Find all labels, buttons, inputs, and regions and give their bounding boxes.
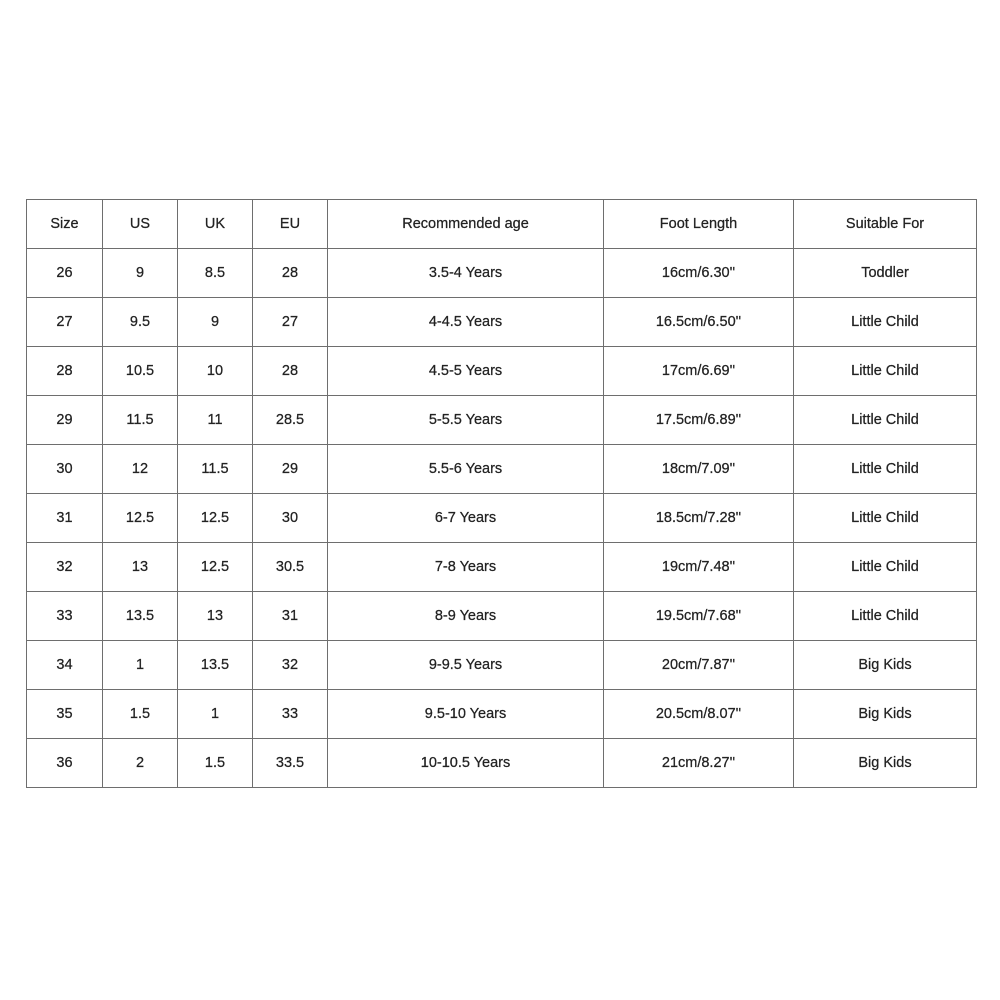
- header-suitable-for: Suitable For: [794, 200, 977, 249]
- cell-us: 2: [103, 739, 178, 788]
- cell-suitable-for: Little Child: [794, 592, 977, 641]
- cell-size: 31: [27, 494, 103, 543]
- cell-foot-length: 17cm/6.69'': [604, 347, 794, 396]
- cell-us: 10.5: [103, 347, 178, 396]
- cell-uk: 8.5: [178, 249, 253, 298]
- cell-suitable-for: Little Child: [794, 347, 977, 396]
- cell-size: 27: [27, 298, 103, 347]
- cell-foot-length: 21cm/8.27'': [604, 739, 794, 788]
- table-row: [27, 641, 977, 690]
- cell-eu: 33.5: [253, 739, 328, 788]
- cell-recommended-age: 6-7 Years: [328, 494, 604, 543]
- cell-size: 34: [27, 641, 103, 690]
- header-eu: EU: [253, 200, 328, 249]
- size-chart-table: [26, 199, 977, 788]
- table-row: [27, 543, 977, 592]
- cell-suitable-for: Little Child: [794, 298, 977, 347]
- cell-recommended-age: 7-8 Years: [328, 543, 604, 592]
- cell-size: 28: [27, 347, 103, 396]
- cell-recommended-age: 9.5-10 Years: [328, 690, 604, 739]
- header-recommended-age: Recommended age: [328, 200, 604, 249]
- cell-uk: 10: [178, 347, 253, 396]
- cell-us: 12.5: [103, 494, 178, 543]
- table-row: [27, 396, 977, 445]
- table-row: [27, 298, 977, 347]
- cell-recommended-age: 10-10.5 Years: [328, 739, 604, 788]
- cell-uk: 12.5: [178, 543, 253, 592]
- cell-recommended-age: 5.5-6 Years: [328, 445, 604, 494]
- cell-eu: 31: [253, 592, 328, 641]
- cell-size: 26: [27, 249, 103, 298]
- cell-us: 11.5: [103, 396, 178, 445]
- cell-eu: 27: [253, 298, 328, 347]
- table-row: [27, 445, 977, 494]
- cell-suitable-for: Big Kids: [794, 641, 977, 690]
- header-row: [27, 200, 977, 249]
- cell-foot-length: 16cm/6.30'': [604, 249, 794, 298]
- cell-suitable-for: Toddler: [794, 249, 977, 298]
- cell-eu: 28: [253, 249, 328, 298]
- cell-us: 13.5: [103, 592, 178, 641]
- cell-size: 30: [27, 445, 103, 494]
- cell-recommended-age: 3.5-4 Years: [328, 249, 604, 298]
- cell-recommended-age: 9-9.5 Years: [328, 641, 604, 690]
- cell-eu: 33: [253, 690, 328, 739]
- cell-suitable-for: Big Kids: [794, 739, 977, 788]
- table-row: [27, 249, 977, 298]
- cell-us: 1: [103, 641, 178, 690]
- header-size: Size: [27, 200, 103, 249]
- cell-uk: 1: [178, 690, 253, 739]
- cell-suitable-for: Big Kids: [794, 690, 977, 739]
- cell-uk: 11: [178, 396, 253, 445]
- cell-us: 9: [103, 249, 178, 298]
- cell-eu: 29: [253, 445, 328, 494]
- table-row: [27, 592, 977, 641]
- cell-recommended-age: 8-9 Years: [328, 592, 604, 641]
- table-row: [27, 739, 977, 788]
- cell-recommended-age: 4-4.5 Years: [328, 298, 604, 347]
- header-foot-length: Foot Length: [604, 200, 794, 249]
- table-body: [27, 249, 977, 788]
- cell-recommended-age: 5-5.5 Years: [328, 396, 604, 445]
- header-us: US: [103, 200, 178, 249]
- cell-suitable-for: Little Child: [794, 494, 977, 543]
- cell-uk: 12.5: [178, 494, 253, 543]
- cell-eu: 28.5: [253, 396, 328, 445]
- cell-foot-length: 20cm/7.87'': [604, 641, 794, 690]
- cell-suitable-for: Little Child: [794, 543, 977, 592]
- cell-suitable-for: Little Child: [794, 445, 977, 494]
- cell-size: 32: [27, 543, 103, 592]
- cell-foot-length: 20.5cm/8.07'': [604, 690, 794, 739]
- cell-size: 35: [27, 690, 103, 739]
- cell-uk: 11.5: [178, 445, 253, 494]
- cell-eu: 28: [253, 347, 328, 396]
- cell-us: 12: [103, 445, 178, 494]
- cell-foot-length: 19cm/7.48'': [604, 543, 794, 592]
- table-row: [27, 347, 977, 396]
- table-row: [27, 690, 977, 739]
- cell-uk: 13.5: [178, 641, 253, 690]
- cell-uk: 13: [178, 592, 253, 641]
- table-row: [27, 494, 977, 543]
- cell-suitable-for: Little Child: [794, 396, 977, 445]
- cell-uk: 9: [178, 298, 253, 347]
- cell-eu: 32: [253, 641, 328, 690]
- cell-eu: 30: [253, 494, 328, 543]
- cell-us: 1.5: [103, 690, 178, 739]
- cell-foot-length: 17.5cm/6.89'': [604, 396, 794, 445]
- cell-foot-length: 16.5cm/6.50'': [604, 298, 794, 347]
- cell-foot-length: 18.5cm/7.28'': [604, 494, 794, 543]
- cell-size: 29: [27, 396, 103, 445]
- cell-size: 33: [27, 592, 103, 641]
- header-uk: UK: [178, 200, 253, 249]
- cell-foot-length: 19.5cm/7.68'': [604, 592, 794, 641]
- cell-size: 36: [27, 739, 103, 788]
- cell-us: 13: [103, 543, 178, 592]
- cell-recommended-age: 4.5-5 Years: [328, 347, 604, 396]
- cell-foot-length: 18cm/7.09'': [604, 445, 794, 494]
- cell-uk: 1.5: [178, 739, 253, 788]
- cell-eu: 30.5: [253, 543, 328, 592]
- cell-us: 9.5: [103, 298, 178, 347]
